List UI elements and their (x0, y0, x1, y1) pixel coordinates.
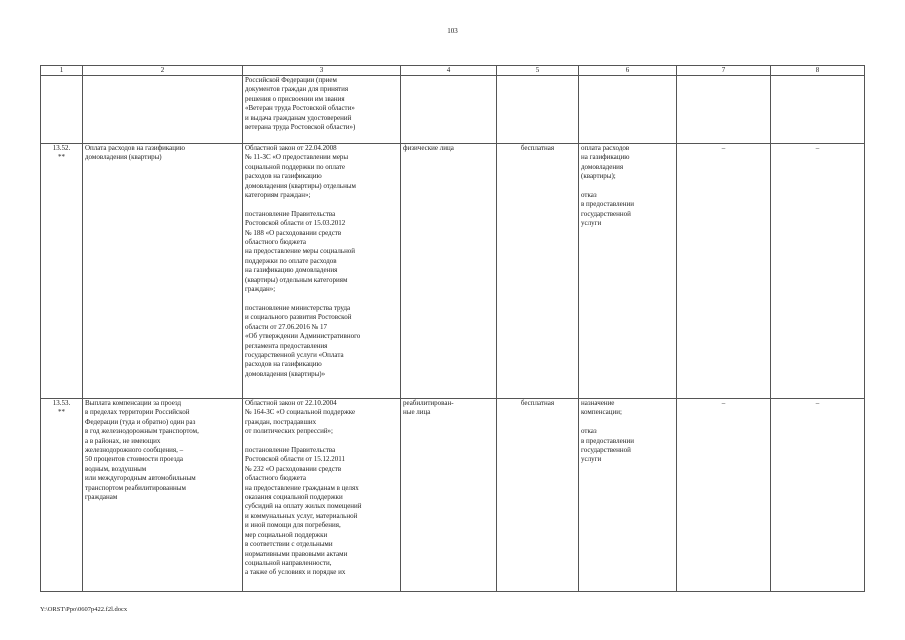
page-number: 103 (447, 27, 458, 35)
row-number (41, 76, 83, 144)
legal-basis: Областной закон от 22.10.2004 № 164-ЗС «О социальной поддержке граждан, пострадавших от политических репрессий»; постановление Правительства Ростовской области от 15.12.2011 № 232 «О расходовании средств областного бюджета на предоставление гражданам в целях оказания социальной поддержки субсидий на оплату жилых помещений и коммунальных услуг, материальной и иной помощи для погребения, мер социальной поддержки в соответствии с отдельными нормативными правовыми актами социальной направленности, а также об условиях и порядке их (243, 399, 401, 592)
recipients: физические лица (401, 144, 497, 399)
table-row (41, 144, 865, 399)
column-header: 6 (579, 66, 677, 76)
table-row (41, 399, 865, 592)
result: оплата расходов на газификацию домовладения (квартиры); отказ в предоставлении государственной услуги (579, 144, 677, 399)
column-header: 2 (83, 66, 243, 76)
recipients: реабилитирован- ные лица (401, 399, 497, 592)
result: назначение компенсации; отказ в предоставлении государственной услуги (579, 399, 677, 592)
cost: бесплатная (497, 144, 579, 399)
column-header: 7 (677, 66, 771, 76)
column-header: 4 (401, 66, 497, 76)
service-name (83, 76, 243, 144)
column-8-cell: – (771, 399, 865, 592)
column-header: 8 (771, 66, 865, 76)
column-header: 5 (497, 66, 579, 76)
table-row (41, 76, 865, 144)
legal-basis: Областной закон от 22.04.2008 № 11-ЗС «О предоставлении меры социальной поддержки по оплате расходов на газификацию домовладения (квартиры) отдельным категориям граждан»; постановление Правительства Ростовской области от 15.03.2012 № 188 «О расходовании средств областного бюджета на предоставление меры социальной поддержки по оплате расходов на газификацию домовладения (квартиры) отдельным категориям граждан»; постановление министерства труда и социального развития Ростовской области от 27.06.2016 № 17 «Об утверждении Административного регламента предоставления государственной услуги «Оплата расходов на газификацию домовладения (квартиры)» (243, 144, 401, 399)
column-7-cell: – (677, 399, 771, 592)
file-path-footer: Y:\ORST\Ppo\0607p422.f2l.docx (40, 606, 128, 613)
service-name: Оплата расходов на газификацию домовладения (квартиры) (83, 144, 243, 399)
cost (497, 76, 579, 144)
services-table (40, 65, 865, 592)
cost: бесплатная (497, 399, 579, 592)
column-7-cell (677, 76, 771, 144)
column-7-cell: – (677, 144, 771, 399)
column-8-cell (771, 76, 865, 144)
service-name: Выплата компенсации за проезд в пределах территории Российской Федерации (туда и обратно) один раз в год железнодорожным транспортом, а в районах, не имеющих железнодорожного сообщения, – 50 процентов стоимости проезда водным, воздушным или междугородным автомобильным транспортом реабилитированным гражданам (83, 399, 243, 592)
column-8-cell: – (771, 144, 865, 399)
column-header: 1 (41, 66, 83, 76)
table-header-row (41, 66, 865, 76)
row-number: 13.53. ** (41, 399, 83, 592)
recipients (401, 76, 497, 144)
legal-basis: Российской Федерации (прием документов граждан для принятия решения о присвоении им звания «Ветеран труда Ростовской области» и выдача гражданам удостоверений ветерана труда Ростовской области») (243, 76, 401, 144)
result (579, 76, 677, 144)
row-number: 13.52. ** (41, 144, 83, 399)
column-header: 3 (243, 66, 401, 76)
